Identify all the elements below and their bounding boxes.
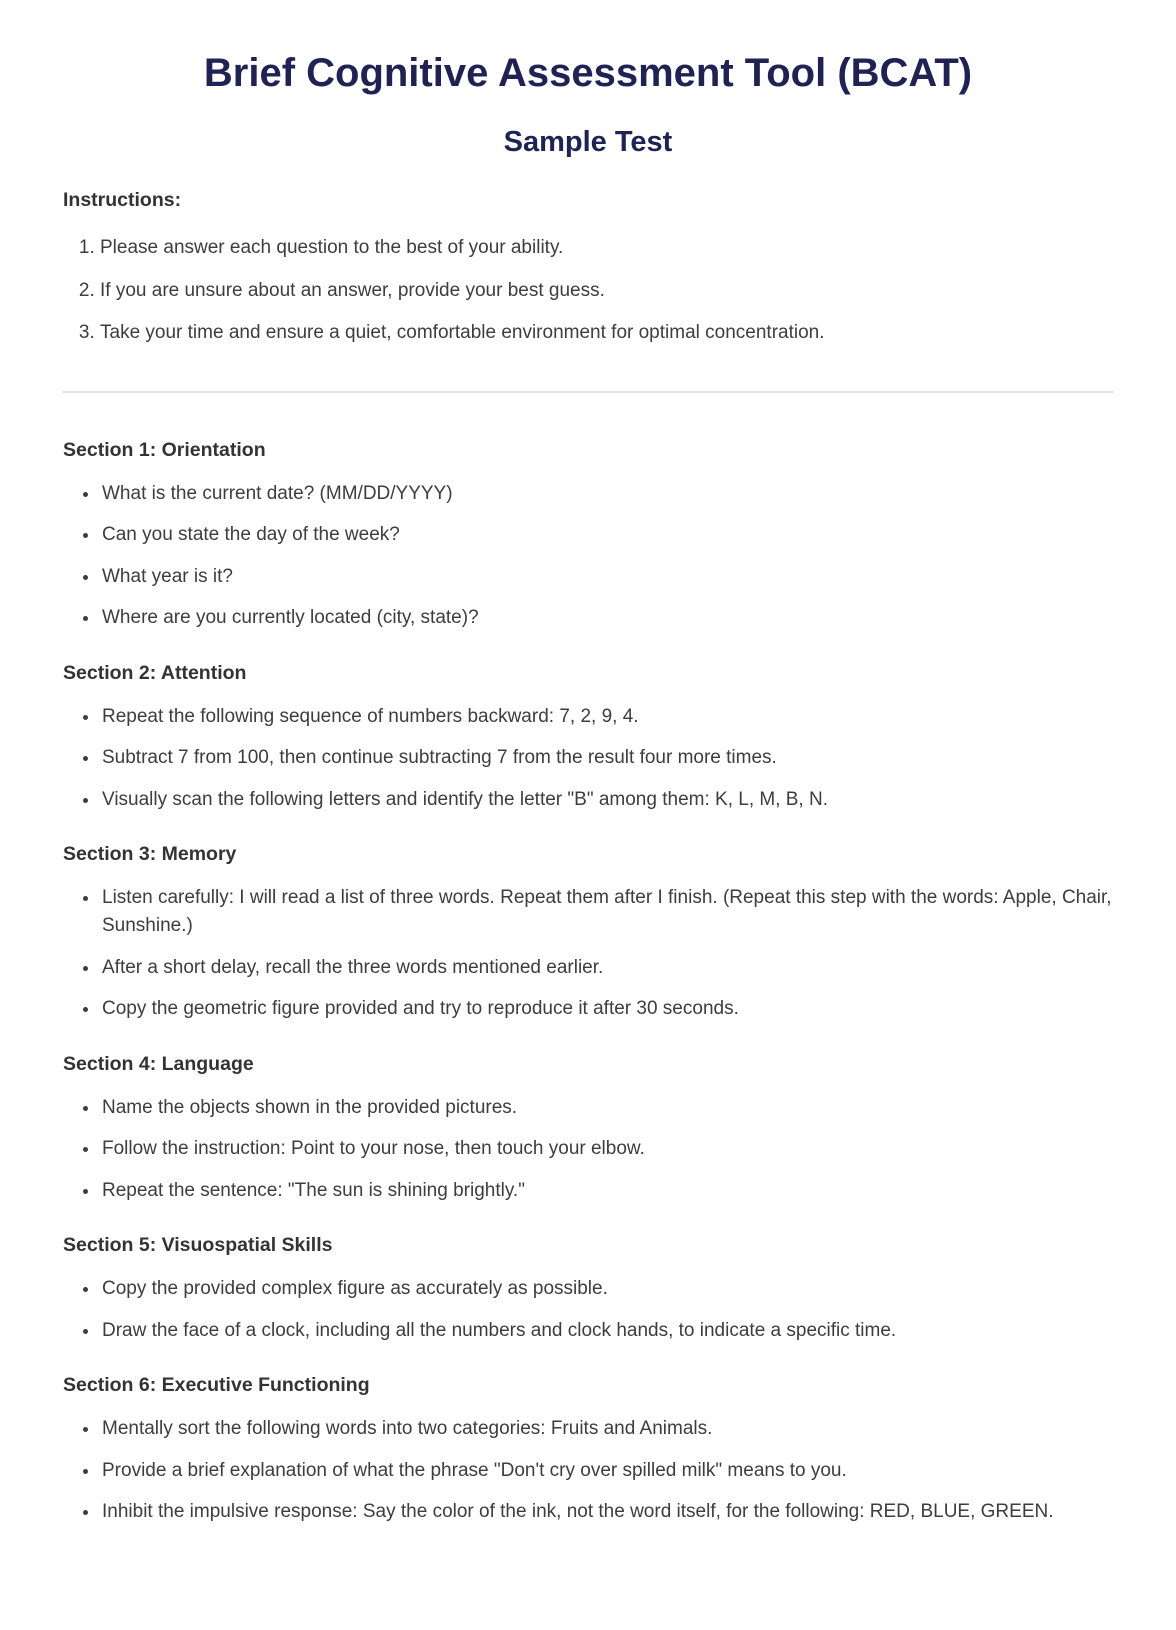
document-subtitle: Sample Test [503,126,673,158]
question-item: • Follow the instruction: Point to your nose, then touch your elbow. [100,1135,1113,1163]
section-visuospatial-skills [63,1234,1113,1344]
instructions-heading: Instructions: [63,189,182,211]
question-item: • Name the objects shown in the provided pictures. [100,1094,1113,1122]
question-item: • Copy the provided complex figure as accurately as possible. [100,1275,1113,1303]
section-heading: Section 1: Orientation [63,438,266,461]
section-orientation [63,439,1113,632]
question-item: • Copy the geometric figure provided and try to reproduce it after 30 seconds. [100,995,1113,1023]
question-item: • What is the current date? (MM/DD/YYYY) [100,480,1113,508]
question-item: • Can you state the day of the week? [100,521,1113,549]
section-memory [63,843,1113,1022]
question-item: • Visually scan the following letters and identify the letter "B" among them: K, L, M, B, N. [100,786,1113,814]
section-heading: Section 4: Language [63,1052,254,1075]
question-list [63,1415,1113,1526]
question-item: • Draw the face of a clock, including all the numbers and clock hands, to indicate a specific time. [100,1317,1113,1345]
horizontal-divider [63,391,1113,393]
question-item: • After a short delay, recall the three words mentioned earlier. [100,954,1113,982]
section-attention [63,662,1113,814]
instruction-item: 3. Take your time and ensure a quiet, comfortable environment for optimal concentration. [100,319,1113,347]
question-item: • Listen carefully: I will read a list of three words. Repeat them after I finish. (Repeat this step with the words: Apple, Chair, Sunshine.) [100,884,1113,939]
question-list [63,1094,1113,1205]
section-executive-functioning [63,1374,1113,1526]
question-list [63,884,1113,1022]
question-item: • Repeat the following sequence of numbers backward: 7, 2, 9, 4. [100,703,1113,731]
document-title: Brief Cognitive Assessment Tool (BCAT) [203,51,973,95]
section-language [63,1053,1113,1205]
question-item: • Subtract 7 from 100, then continue subtracting 7 from the result four more times. [100,744,1113,772]
question-item: • Where are you currently located (city, state)? [100,604,1113,632]
section-heading: Section 2: Attention [63,661,247,684]
section-heading: Section 5: Visuospatial Skills [63,1234,333,1257]
instruction-item: 1. Please answer each question to the best of your ability. [100,234,1113,262]
question-item: • Mentally sort the following words into two categories: Fruits and Animals. [100,1415,1113,1443]
section-heading: Section 3: Memory [63,843,237,866]
question-item: • Provide a brief explanation of what the phrase "Don't cry over spilled milk" means to you. [100,1457,1113,1485]
instructions-list [63,234,1113,347]
question-list [63,480,1113,632]
instruction-item: 2. If you are unsure about an answer, provide your best guess. [100,277,1113,305]
question-item: • Repeat the sentence: "The sun is shining brightly." [100,1177,1113,1205]
question-item: • Inhibit the impulsive response: Say the color of the ink, not the word itself, for the following: RED, BLUE, GREEN. [100,1498,1113,1526]
question-list [63,1275,1113,1344]
question-list [63,703,1113,814]
question-item: • What year is it? [100,563,1113,591]
section-heading: Section 6: Executive Functioning [63,1374,370,1397]
